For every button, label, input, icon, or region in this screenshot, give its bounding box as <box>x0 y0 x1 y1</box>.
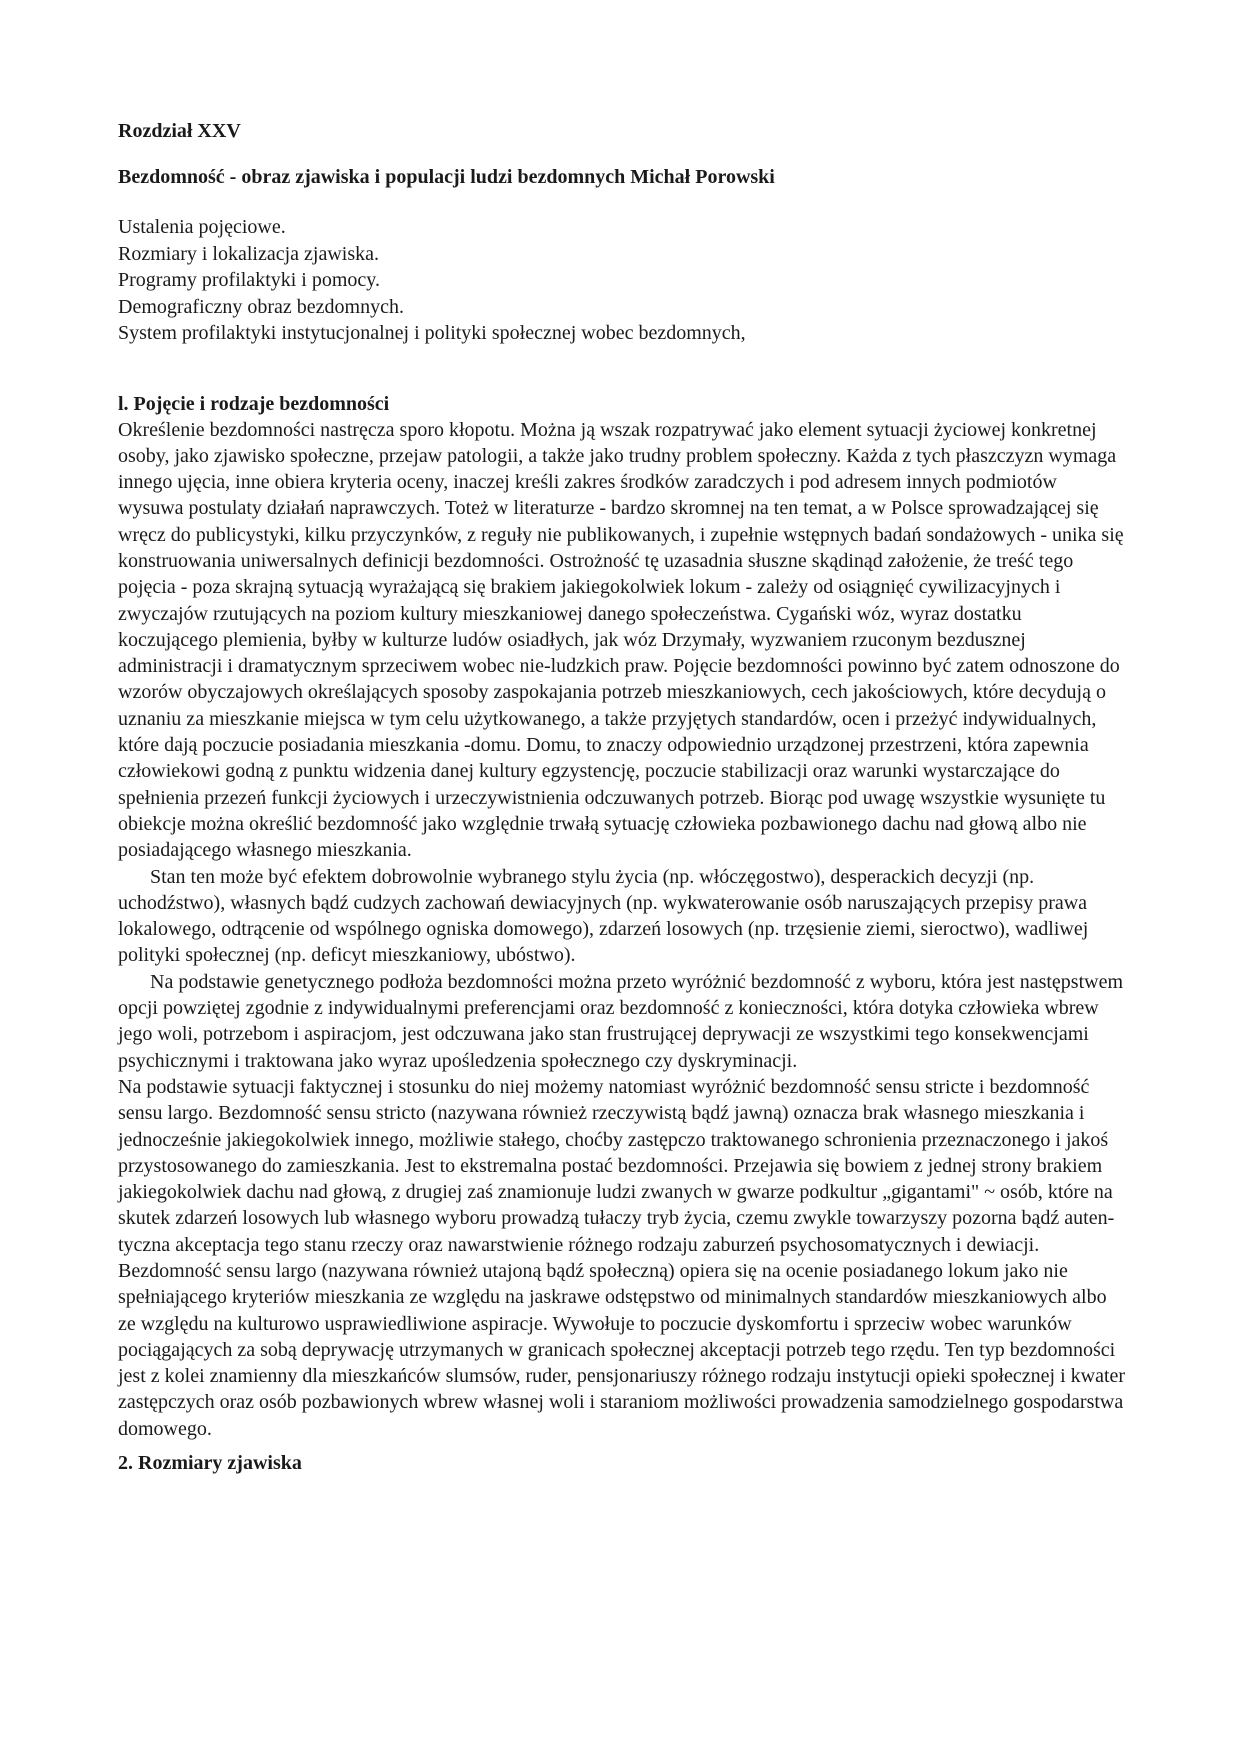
section-heading-2: 2. Rozmiary zjawiska <box>118 1452 302 1475</box>
contents-list <box>118 214 1126 347</box>
contents-item: System profilaktyki instytucjonalnej i polityki społecznej wobec bezdomnych, <box>118 322 746 344</box>
contents-item: Ustalenia pojęciowe. <box>118 216 286 238</box>
paragraph: Stan ten może być efektem dobrowolnie wybranego stylu życia (np. włóczęgostwo), desperackich decyzji (np. uchodźstwo), własnych bądź cudzych zachowań dewiacyjnych (np. wykwaterowanie osób naruszających przepisy prawa lokalowego, odtrącenie od wspólnego ogniska domowego), zdarzeń losowych (np. trzęsienie ziemi, sieroctwo), wadliwej polityki społecznej (np. deficyt mieszkaniowy, ubóstwo). <box>118 865 1089 967</box>
chapter-heading: Rozdział XXV <box>118 120 241 142</box>
document-title: Bezdomność - obraz zjawiska i populacji ludzi bezdomnych Michał Porowski <box>118 166 775 188</box>
paragraph: Na podstawie genetycznego podłoża bezdomności można przeto wyróżnić bezdomność z wyboru, która jest następstwem opcji powziętej zgodnie z indywidualnymi preferencjami oraz bezdomność z konieczności, która dotyka człowieka wbrew jego woli, potrzebom i aspiracjom, jest odczuwana jako stan frustrującej deprywacji ze wszystkimi tego konsekwencjami psychicznymi i traktowana jako wyraz upośledzenia społecznego czy dyskryminacji. <box>118 970 1124 1072</box>
contents-item: Rozmiary i lokalizacja zjawiska. <box>118 242 380 265</box>
paragraph: Określenie bezdomności nastręcza sporo kłopotu. Można ją wszak rozpatrywać jako element sytuacji życiowej konkretnej osoby, jako zjawisko społeczne, przejaw patologii, a także jako trudny problem społeczny. Każda z tych płaszczyzn wymaga innego ujęcia, inne obiera kryteria oceny, inaczej kreśli zakres środków zaradczych i pod adresem innych podmiotów wysuwa postulaty działań naprawczych. Toteż w literaturze - bardzo skromnej na ten temat, a w Polsce sprowadzającej się wręcz do publicystyki, kilku przyczynków, z reguły nie publikowanych, i zupełnie wstępnych badań sondażowych - unika się konstruowania uniwersalnych definicji bezdomności. Ostrożność tę uzasadnia słuszne skądinąd założenie, że treść tego pojęcia - poza skrajną sytuacją wyrażającą się brakiem jakiegokolwiek lokum - zależy od osiągnięć cywilizacyjnych i zwyczajów rzutujących na poziom kultury mieszkaniowej danego społeczeństwa. Cygański wóz, wyraz dostatku koczującego plemienia, byłby w kulturze ludów osiadłych, jak wóz Drzymały, wyzwaniem rzuconym bezdusznej administracji i dramatycznym sprzeciwem wobec nie-ludzkich praw. Pojęcie bezdomności powinno być zatem odnoszone do wzorów obyczajowych określających sposoby zaspokajania potrzeb mieszkaniowych, cech jakościowych, które decydują o uznaniu za mieszkanie miejsca w tym celu użytkowanego, a także przyjętych standardów, ocen i przeżyć indywidualnych, które dają poczucie posiadania mieszkania -domu. Domu, to znaczy odpowiednio urządzonej przestrzeni, która zapewnia człowiekowi godną z punktu widzenia danej kultury egzystencję, poczucie stabilizacji oraz warunki wystarczające do spełnienia przezeń funkcji życiowych i urzeczywistnienia odczuwanych potrzeb. Biorąc pod uwagę wszystkie wysunięte tu obiekcje można określić bezdomność jako względnie trwałą sytuację człowieka pozbawionego dachu nad głową albo nie posiadającego własnego mieszkania. <box>118 418 1124 862</box>
section-heading-1: l. Pojęcie i rodzaje bezdomności <box>118 392 390 415</box>
paragraph: Na podstawie sytuacji faktycznej i stosunku do niej możemy natomiast wyróżnić bezdomność sensu stricte i bezdomność sensu largo. Bezdomność sensu stricto (nazywana również rzeczywistą bądź jawną) oznacza brak własnego mieszkania i jednocześnie jakiegokolwiek innego, możliwie stałego, choćby zastępczo traktowanego schronienia przeznaczonego i jakoś przystosowanego do zamieszkania. Jest to ekstremalna postać bezdomności. Przejawia się bowiem z jednej strony brakiem jakiegokolwiek dachu nad głową, z drugiej zaś znamionuje ludzi zwanych w gwarze podkultur „gigantami" ~ osób, które na skutek zdarzeń losowych lub własnego wyboru prowadzą tułaczy tryb życia, czemu zwykle towarzyszy pozorna bądź auten-tyczna akceptacja tego stanu rzeczy oraz nawarstwienie różnego rodzaju zaburzeń psychosomatycznych i dewiacji. Bezdomność sensu largo (nazywana również utajoną bądź społeczną) opiera się na ocenie posiadanego lokum jako nie spełniającego kryteriów mieszkania ze względu na jaskrawe odstępstwo od minimalnych standardów mieszkaniowych albo ze względu na kulturowo usprawiedliwione aspiracje. Wywołuje to poczucie dyskomfortu i sprzeciw wobec warunków pociągających za sobą deprywację utrzymanych w granicach społecznej akceptacji potrzeb tego rzędu. Ten typ bezdomności jest z kolei znamienny dla mieszkańców slumsów, ruder, pensjonariuszy różnego rodzaju instytucji opieki społecznej i kwater zastępczych oraz osób pozbawionych wbrew własnej woli i staraniom możliwości prowadzenia samodzielnego gospodarstwa domowego. <box>118 1075 1126 1440</box>
contents-item: Demograficzny obraz bezdomnych. <box>118 295 404 318</box>
document-page <box>118 108 1126 1476</box>
contents-item: Programy profilaktyki i pomocy. <box>118 269 380 291</box>
